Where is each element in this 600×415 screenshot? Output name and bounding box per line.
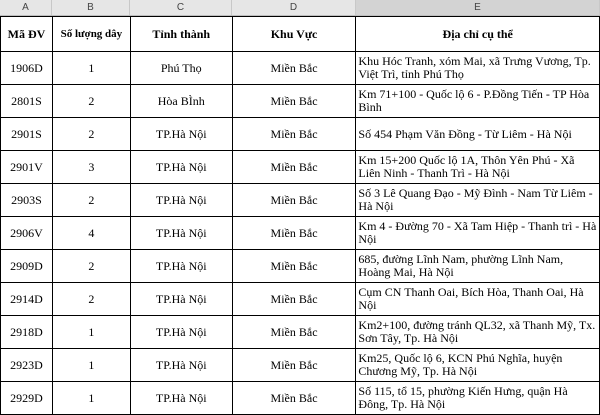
cell-province[interactable]: TP.Hà Nội bbox=[130, 283, 232, 316]
header-count[interactable]: Số lượng dây bbox=[52, 17, 130, 52]
header-region[interactable]: Khu Vực bbox=[232, 17, 356, 52]
cell-province[interactable]: TP.Hà Nội bbox=[130, 316, 232, 349]
cell-province[interactable]: TP.Hà Nội bbox=[130, 349, 232, 382]
table-row bbox=[1, 184, 600, 217]
header-row bbox=[1, 17, 600, 52]
table-row bbox=[1, 151, 600, 184]
cell-address[interactable]: Khu Hóc Tranh, xóm Mai, xã Trưng Vương, Tp. Việt Trì, tỉnh Phú Thọ bbox=[356, 52, 600, 85]
spreadsheet-grid bbox=[0, 16, 600, 415]
cell-province[interactable]: Hòa BÌnh bbox=[130, 85, 232, 118]
cell-code[interactable]: 2918D bbox=[1, 316, 53, 349]
cell-region[interactable]: Miền Bắc bbox=[232, 250, 356, 283]
table-row bbox=[1, 52, 600, 85]
cell-count[interactable]: 1 bbox=[52, 382, 130, 415]
cell-region[interactable]: Miền Bắc bbox=[232, 349, 356, 382]
cell-address[interactable]: Km 71+100 - Quốc lộ 6 - P.Đồng Tiến - TP Hòa Bình bbox=[356, 85, 600, 118]
table-row bbox=[1, 85, 600, 118]
cell-address[interactable]: Số 454 Phạm Văn Đồng - Từ Liêm - Hà Nội bbox=[356, 118, 600, 151]
table-row bbox=[1, 118, 600, 151]
column-header-e[interactable]: E bbox=[356, 0, 600, 15]
table-row bbox=[1, 382, 600, 415]
header-address[interactable]: Địa chỉ cụ thể bbox=[356, 17, 600, 52]
table-row bbox=[1, 316, 600, 349]
cell-region[interactable]: Miền Bắc bbox=[232, 184, 356, 217]
cell-region[interactable]: Miền Bắc bbox=[232, 118, 356, 151]
cell-code[interactable]: 2801S bbox=[1, 85, 53, 118]
header-province[interactable]: Tỉnh thành bbox=[130, 17, 232, 52]
cell-province[interactable]: TP.Hà Nội bbox=[130, 217, 232, 250]
column-header-b[interactable]: B bbox=[52, 0, 130, 15]
cell-region[interactable]: Miền Bắc bbox=[232, 85, 356, 118]
table-row bbox=[1, 283, 600, 316]
cell-address[interactable]: Km 4 - Đường 70 - Xã Tam Hiệp - Thanh trì - Hà Nội bbox=[356, 217, 600, 250]
cell-province[interactable]: Phú Thọ bbox=[130, 52, 232, 85]
cell-count[interactable]: 1 bbox=[52, 349, 130, 382]
cell-province[interactable]: TP.Hà Nội bbox=[130, 250, 232, 283]
cell-address[interactable]: Km 15+200 Quốc lộ 1A, Thôn Yên Phú - Xã Liên Ninh - Thanh Trì - Hà Nội bbox=[356, 151, 600, 184]
column-header-c[interactable]: C bbox=[130, 0, 232, 15]
cell-province[interactable]: TP.Hà Nội bbox=[130, 118, 232, 151]
cell-code[interactable]: 2903S bbox=[1, 184, 53, 217]
column-header-a[interactable]: A bbox=[0, 0, 52, 15]
cell-address[interactable]: 685, đường Lĩnh Nam, phường Lĩnh Nam, Hoàng Mai, Hà Nội bbox=[356, 250, 600, 283]
cell-code[interactable]: 2901S bbox=[1, 118, 53, 151]
cell-address[interactable]: Km25, Quốc lộ 6, KCN Phú Nghĩa, huyện Chương Mỹ, Tp. Hà Nội bbox=[356, 349, 600, 382]
cell-region[interactable]: Miền Bắc bbox=[232, 283, 356, 316]
cell-province[interactable]: TP.Hà Nội bbox=[130, 151, 232, 184]
column-header-bar bbox=[0, 0, 600, 16]
table-row bbox=[1, 349, 600, 382]
cell-region[interactable]: Miền Bắc bbox=[232, 151, 356, 184]
cell-count[interactable]: 2 bbox=[52, 250, 130, 283]
cell-count[interactable]: 1 bbox=[52, 316, 130, 349]
cell-region[interactable]: Miền Bắc bbox=[232, 382, 356, 415]
table-row bbox=[1, 217, 600, 250]
cell-address[interactable]: Cụm CN Thanh Oai, Bích Hòa, Thanh Oai, Hà Nội bbox=[356, 283, 600, 316]
cell-count[interactable]: 4 bbox=[52, 217, 130, 250]
table-row bbox=[1, 250, 600, 283]
cell-code[interactable]: 2923D bbox=[1, 349, 53, 382]
cell-province[interactable]: TP.Hà Nội bbox=[130, 184, 232, 217]
cell-code[interactable]: 1906D bbox=[1, 52, 53, 85]
cell-code[interactable]: 2901V bbox=[1, 151, 53, 184]
cell-code[interactable]: 2909D bbox=[1, 250, 53, 283]
column-header-d[interactable]: D bbox=[232, 0, 356, 15]
cell-code[interactable]: 2914D bbox=[1, 283, 53, 316]
header-code[interactable]: Mã ĐV bbox=[1, 17, 53, 52]
cell-count[interactable]: 2 bbox=[52, 118, 130, 151]
cell-count[interactable]: 2 bbox=[52, 283, 130, 316]
cell-address[interactable]: Số 115, tổ 15, phường Kiến Hưng, quận Hà Đông, Tp. Hà Nội bbox=[356, 382, 600, 415]
cell-count[interactable]: 1 bbox=[52, 52, 130, 85]
cell-count[interactable]: 2 bbox=[52, 85, 130, 118]
cell-province[interactable]: TP.Hà Nội bbox=[130, 382, 232, 415]
cell-region[interactable]: Miền Bắc bbox=[232, 217, 356, 250]
cell-region[interactable]: Miền Bắc bbox=[232, 52, 356, 85]
cell-address[interactable]: Số 3 Lê Quang Đạo - Mỹ Đình - Nam Từ Liêm - Hà Nội bbox=[356, 184, 600, 217]
cell-code[interactable]: 2906V bbox=[1, 217, 53, 250]
cell-region[interactable]: Miền Bắc bbox=[232, 316, 356, 349]
cell-count[interactable]: 3 bbox=[52, 151, 130, 184]
cell-count[interactable]: 2 bbox=[52, 184, 130, 217]
cell-address[interactable]: Km2+100, đường tránh QL32, xã Thanh Mỹ, Tx. Sơn Tây, Tp. Hà Nội bbox=[356, 316, 600, 349]
cell-code[interactable]: 2929D bbox=[1, 382, 53, 415]
